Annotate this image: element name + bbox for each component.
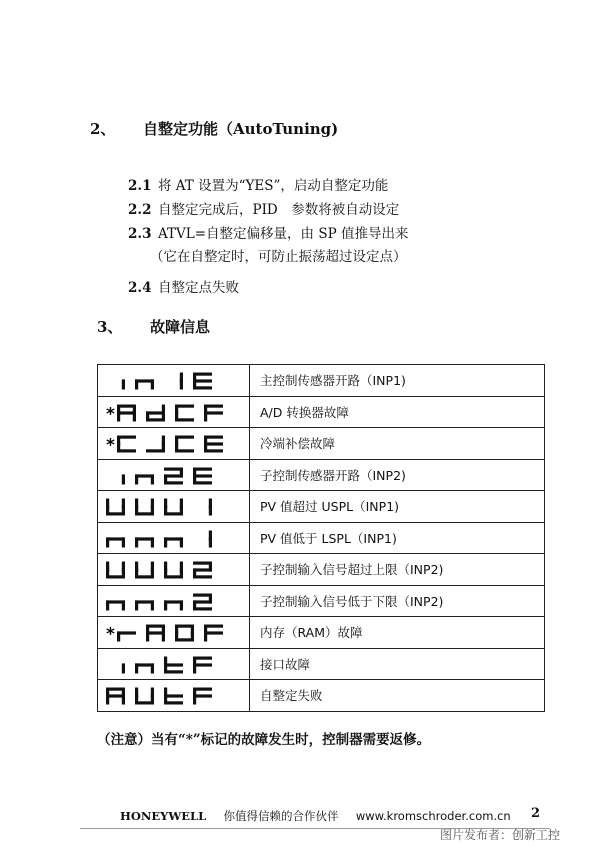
section-2-number: 2、 (90, 120, 116, 138)
segment (122, 474, 125, 484)
segment (122, 663, 125, 673)
item-text: （它在自整定时，可防止振荡超过设定点） (150, 249, 407, 265)
segment-glyph (135, 688, 154, 705)
fault-code-display (98, 554, 248, 585)
segment (117, 411, 136, 414)
segment-glyph (193, 467, 212, 484)
segment-glyph (122, 474, 125, 484)
table-row (98, 428, 545, 460)
table-row (98, 554, 545, 586)
segment (117, 436, 120, 446)
table-row (98, 585, 545, 617)
fault-description: 子控制传感器开路（INP2) (250, 459, 545, 491)
segment-glyph (204, 436, 223, 453)
segment (193, 694, 212, 697)
asterisk-mark: * (106, 404, 115, 424)
segment-glyph (146, 625, 165, 642)
segment (164, 562, 167, 572)
fault-code-display (98, 428, 248, 459)
table-row (98, 459, 545, 491)
segment-glyph (135, 537, 154, 547)
segment-glyph (209, 499, 212, 516)
segment-glyph (106, 688, 125, 705)
item-text: 自整定点失败 (158, 280, 239, 296)
segment-glyph (180, 373, 183, 390)
segment-glyph (106, 600, 125, 610)
section-3-title: 故障信息 (150, 318, 211, 336)
fault-code-display (98, 397, 248, 428)
segment-glyph (146, 436, 165, 453)
segment (180, 379, 183, 389)
fault-description: 子控制输入信号超过上限（INP2) (250, 554, 545, 586)
fault-description: 冷端补偿故障 (250, 428, 545, 460)
asterisk-mark: * (106, 435, 115, 456)
fault-code-display (98, 617, 248, 648)
fault-code-display (98, 491, 248, 522)
fault-description: A/D 转换器故障 (250, 396, 545, 428)
asterisk-mark: * (106, 624, 115, 645)
segment (204, 411, 223, 414)
segment-glyph (193, 373, 212, 390)
fault-code-display (98, 649, 248, 680)
item-text: 自整定完成后，PID 参数将被自动设定 (158, 202, 400, 218)
segment (193, 663, 212, 666)
segment-glyph (164, 688, 183, 705)
fault-code (98, 522, 250, 554)
segment-glyph (135, 663, 154, 673)
segment-glyph (204, 404, 223, 421)
segment (122, 379, 125, 389)
segment-glyph (175, 436, 194, 453)
segment (146, 631, 165, 634)
table-row (98, 491, 545, 523)
table-row (98, 522, 545, 554)
fault-code (98, 585, 250, 617)
segment (164, 600, 183, 603)
segment (164, 481, 183, 484)
fault-description: PV 值超过 USPL（INP1) (250, 491, 545, 523)
list-item (128, 198, 399, 218)
segment-glyph (193, 562, 212, 579)
footer-brand: HONEYWELL (120, 809, 207, 823)
table-row (98, 396, 545, 428)
segment (135, 600, 154, 603)
segment (209, 505, 212, 515)
table-row (98, 648, 545, 680)
segment-glyph (164, 562, 183, 579)
fault-code (98, 396, 250, 428)
fault-code-display (98, 523, 248, 554)
fault-code (98, 617, 250, 649)
fault-description: PV 值低于 LSPL（INP1) (250, 522, 545, 554)
item-number: 2.1 (128, 178, 152, 194)
segment (106, 600, 125, 603)
fault-description: 内存（RAM）故障 (250, 617, 545, 649)
segment (135, 688, 138, 698)
segment-glyph (175, 404, 194, 421)
item-text: 将 AT 设置为“YES”，启动自整定功能 (158, 178, 389, 194)
segment (117, 631, 136, 634)
fault-description: 子控制输入信号低于下限（INP2) (250, 585, 545, 617)
segment (193, 379, 212, 382)
fault-code-display (98, 365, 248, 396)
segment-glyph (135, 600, 154, 610)
watermark: 图片发布者：创新工控 (440, 828, 561, 842)
page-number: 2 (531, 806, 541, 821)
segment (146, 449, 165, 452)
segment (204, 631, 223, 634)
segment (164, 537, 183, 540)
segment (135, 562, 138, 572)
fault-code (98, 428, 250, 460)
segment (164, 499, 167, 509)
segment (135, 537, 154, 540)
table-row (98, 617, 545, 649)
segment-glyph (164, 467, 183, 484)
footer-slogan: 你值得信赖的合作伙伴 (223, 809, 339, 823)
fault-code-display (98, 586, 248, 617)
segment (135, 379, 154, 382)
segment-glyph (193, 656, 212, 673)
fault-description: 自整定失败 (250, 680, 545, 712)
table-row (98, 680, 545, 712)
footer-url: www.kromschroder.com.cn (355, 809, 511, 823)
segment (193, 607, 212, 610)
fault-description: 主控制传感器开路（INP1) (250, 365, 545, 397)
segment-glyph (106, 499, 125, 516)
segment-glyph (122, 663, 125, 673)
segment-glyph (193, 593, 212, 610)
segment-glyph (146, 404, 165, 421)
fault-code-display (98, 680, 248, 711)
segment-glyph (204, 625, 223, 642)
item-number: 2.2 (128, 202, 152, 218)
fault-code (98, 491, 250, 523)
segment-glyph (209, 530, 212, 547)
segment (209, 537, 212, 547)
segment (106, 499, 109, 509)
list-item (128, 222, 408, 242)
segment-glyph (193, 688, 212, 705)
segment-glyph (175, 625, 194, 642)
segment (135, 474, 154, 477)
segment-glyph (117, 631, 136, 641)
footer (120, 808, 511, 824)
segment-glyph (106, 537, 125, 547)
segment (193, 474, 212, 477)
segment (175, 436, 178, 446)
segment (164, 663, 183, 666)
segment-glyph (122, 379, 125, 389)
segment-glyph (117, 404, 136, 421)
fault-code (98, 554, 250, 586)
fault-code (98, 365, 250, 397)
section-2-title: 自整定功能（AutoTuning) (143, 120, 339, 138)
fault-table (97, 364, 545, 712)
segment (193, 575, 212, 578)
table-row (98, 365, 545, 397)
fault-code (98, 648, 250, 680)
segment-glyph (164, 499, 183, 516)
segment-glyph (164, 537, 183, 547)
segment (204, 442, 223, 445)
segment (106, 562, 109, 572)
fault-code (98, 680, 250, 712)
item-number: 2.3 (128, 226, 152, 242)
segment-glyph (135, 474, 154, 484)
item-text: ATVL=自整定偏移量，由 SP 值推导出来 (158, 226, 409, 242)
item-number: 2.4 (128, 280, 152, 296)
fault-description: 接口故障 (250, 648, 545, 680)
segment-glyph (135, 499, 154, 516)
segment-glyph (135, 379, 154, 389)
section-3-number: 3、 (97, 318, 123, 336)
segment (175, 404, 178, 414)
segment-glyph (135, 562, 154, 579)
segment (106, 694, 125, 697)
segment-glyph (164, 656, 183, 673)
segment (106, 537, 125, 540)
segment (135, 663, 154, 666)
fault-code (98, 459, 250, 491)
segment-glyph (117, 436, 136, 453)
segment (164, 694, 183, 697)
fault-note: （注意）当有“*”标记的故障发生时，控制器需要返修。 (97, 732, 431, 748)
segment (175, 625, 178, 635)
segment-glyph (164, 600, 183, 610)
segment (135, 499, 138, 509)
fault-code-display (98, 460, 248, 491)
list-item (128, 276, 239, 296)
list-item-continuation (150, 245, 407, 265)
segment-glyph (106, 562, 125, 579)
segment (146, 411, 165, 414)
list-item (128, 174, 388, 194)
